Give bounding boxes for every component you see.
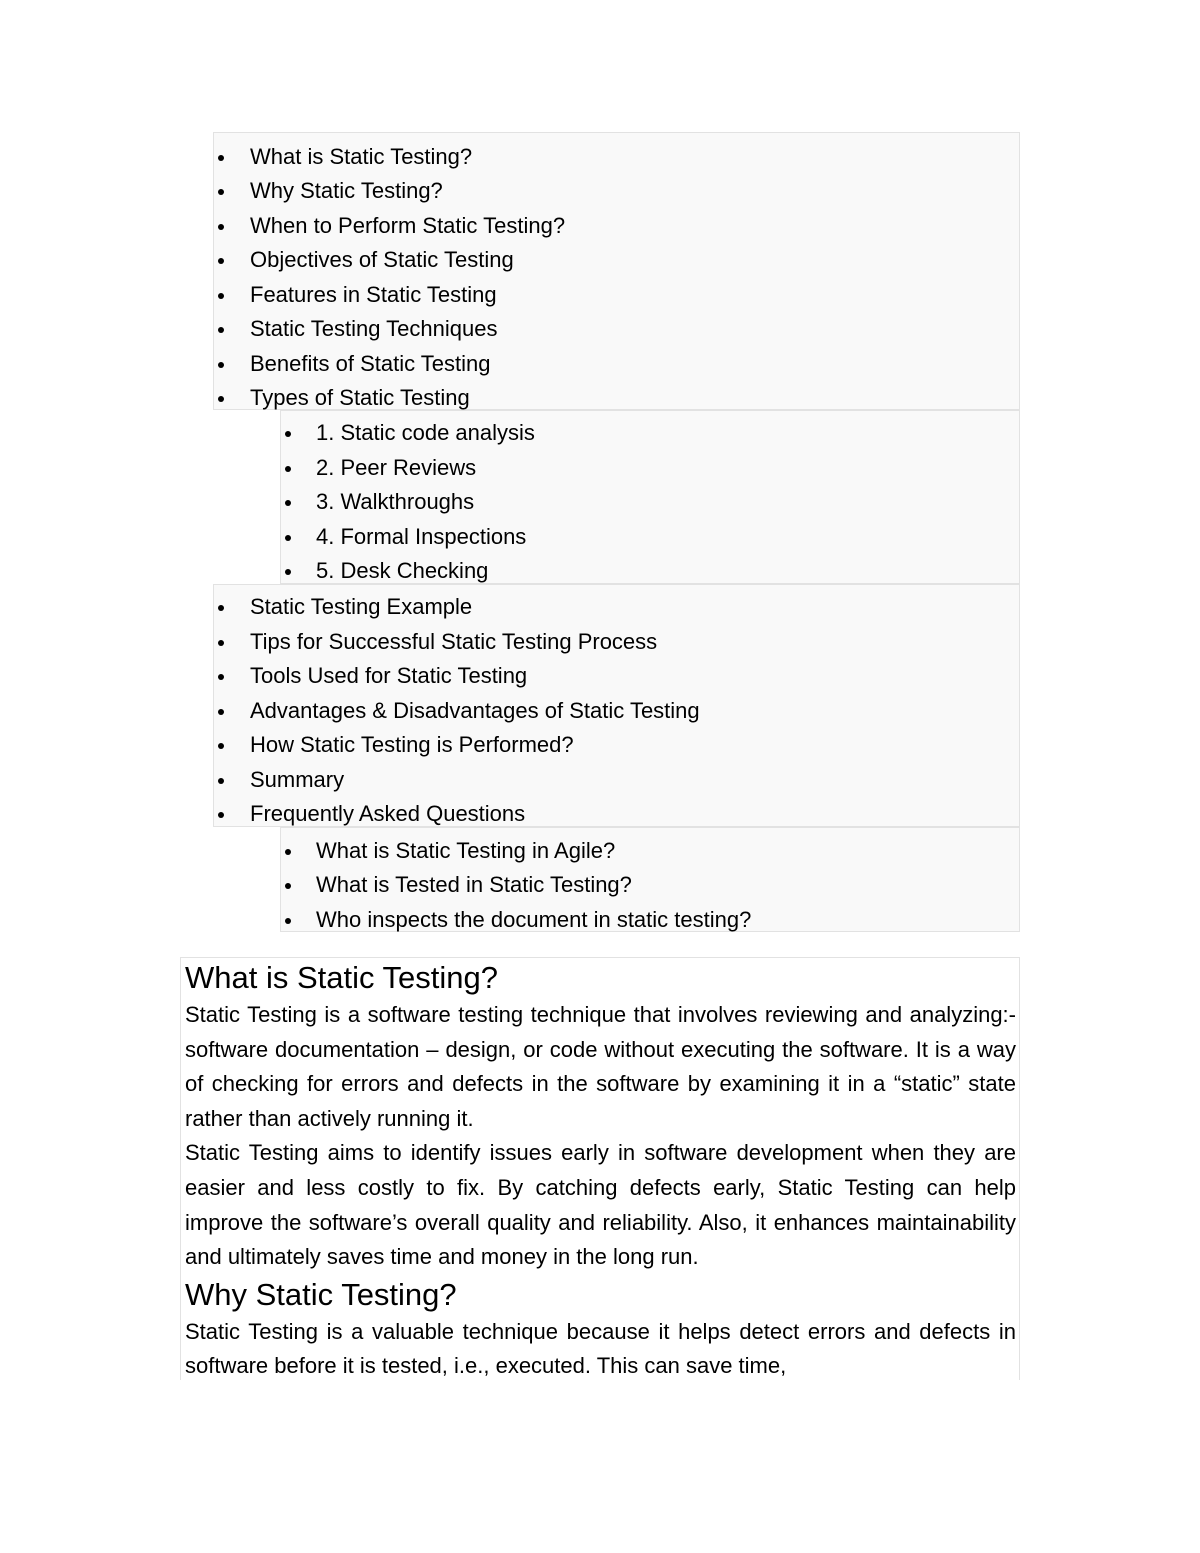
bullet-icon: [285, 918, 291, 924]
toc-link[interactable]: Static Testing Example: [250, 594, 473, 619]
toc-link[interactable]: Tools Used for Static Testing: [250, 663, 528, 688]
toc-link[interactable]: What is Tested in Static Testing?: [316, 872, 632, 897]
bullet-icon: [285, 466, 291, 472]
toc-link[interactable]: What is Static Testing?: [250, 144, 473, 169]
bullet-icon: [218, 674, 224, 680]
bullet-icon: [218, 812, 224, 818]
toc-link[interactable]: 3. Walkthroughs: [316, 489, 475, 514]
bullet-icon: [218, 327, 224, 333]
toc-link[interactable]: 2. Peer Reviews: [316, 455, 477, 480]
bullet-icon: [285, 569, 291, 575]
toc-link[interactable]: Why Static Testing?: [250, 178, 443, 203]
toc-link[interactable]: Tips for Successful Static Testing Process: [250, 629, 658, 654]
bullet-icon: [218, 640, 224, 646]
toc-main-list-2: [213, 584, 1020, 827]
section-heading: Why Static Testing?: [185, 1276, 457, 1312]
bullet-icon: [285, 431, 291, 437]
bullet-icon: [218, 189, 224, 195]
paragraph: Static Testing is a valuable technique because it helps detect errors and defects in software before it is tested, i.e., executed. This can save time,: [185, 1318, 1016, 1379]
toc-link[interactable]: How Static Testing is Performed?: [250, 732, 574, 757]
bullet-icon: [285, 535, 291, 541]
toc-link[interactable]: 4. Formal Inspections: [316, 524, 527, 549]
bullet-icon: [218, 224, 224, 230]
bullet-icon: [285, 500, 291, 506]
paragraph: Static Testing is a software testing technique that involves reviewing and analyzing:- software documentation – design, or code without executing the software. It is a way of checking for errors and defects in the software by examining it in a “static” state rather than actively running it.: [185, 1002, 1016, 1131]
toc-sub-list-1: [280, 410, 1020, 584]
bullet-icon: [218, 396, 224, 402]
bullet-icon: [285, 883, 291, 889]
toc-link[interactable]: 1. Static code analysis: [316, 420, 535, 445]
toc-link[interactable]: Summary: [250, 767, 345, 792]
paragraph: Static Testing aims to identify issues early in software development when they are easier and less costly to fix. By catching defects early, Static Testing can help improve the software’s overall quality and reliability. Also, it enhances maintainability and ultimately saves time and money in the long run.: [185, 1140, 1016, 1270]
toc-link[interactable]: Frequently Asked Questions: [250, 801, 526, 826]
bullet-icon: [285, 849, 291, 855]
toc-link[interactable]: Advantages & Disadvantages of Static Testing: [250, 698, 700, 723]
toc-main-list-1: [213, 132, 1020, 410]
bullet-icon: [218, 709, 224, 715]
toc-link[interactable]: Static Testing Techniques: [250, 316, 498, 341]
section-heading: What is Static Testing?: [185, 960, 499, 995]
bullet-icon: [218, 258, 224, 264]
bullet-icon: [218, 293, 224, 299]
toc-link[interactable]: Objectives of Static Testing: [250, 247, 514, 272]
toc-link[interactable]: Types of Static Testing: [250, 385, 470, 410]
bullet-icon: [218, 605, 224, 611]
toc-link[interactable]: Who inspects the document in static testing?: [316, 907, 752, 932]
toc-sub-list-2: [280, 827, 1020, 932]
toc-link[interactable]: When to Perform Static Testing?: [250, 213, 566, 238]
toc-link[interactable]: 5. Desk Checking: [316, 558, 489, 583]
bullet-icon: [218, 362, 224, 368]
bullet-icon: [218, 743, 224, 749]
toc-link[interactable]: What is Static Testing in Agile?: [316, 838, 616, 863]
bullet-icon: [218, 155, 224, 161]
bullet-icon: [218, 778, 224, 784]
toc-link[interactable]: Features in Static Testing: [250, 282, 497, 307]
toc-link[interactable]: Benefits of Static Testing: [250, 351, 491, 376]
article-content: [180, 957, 1020, 1380]
